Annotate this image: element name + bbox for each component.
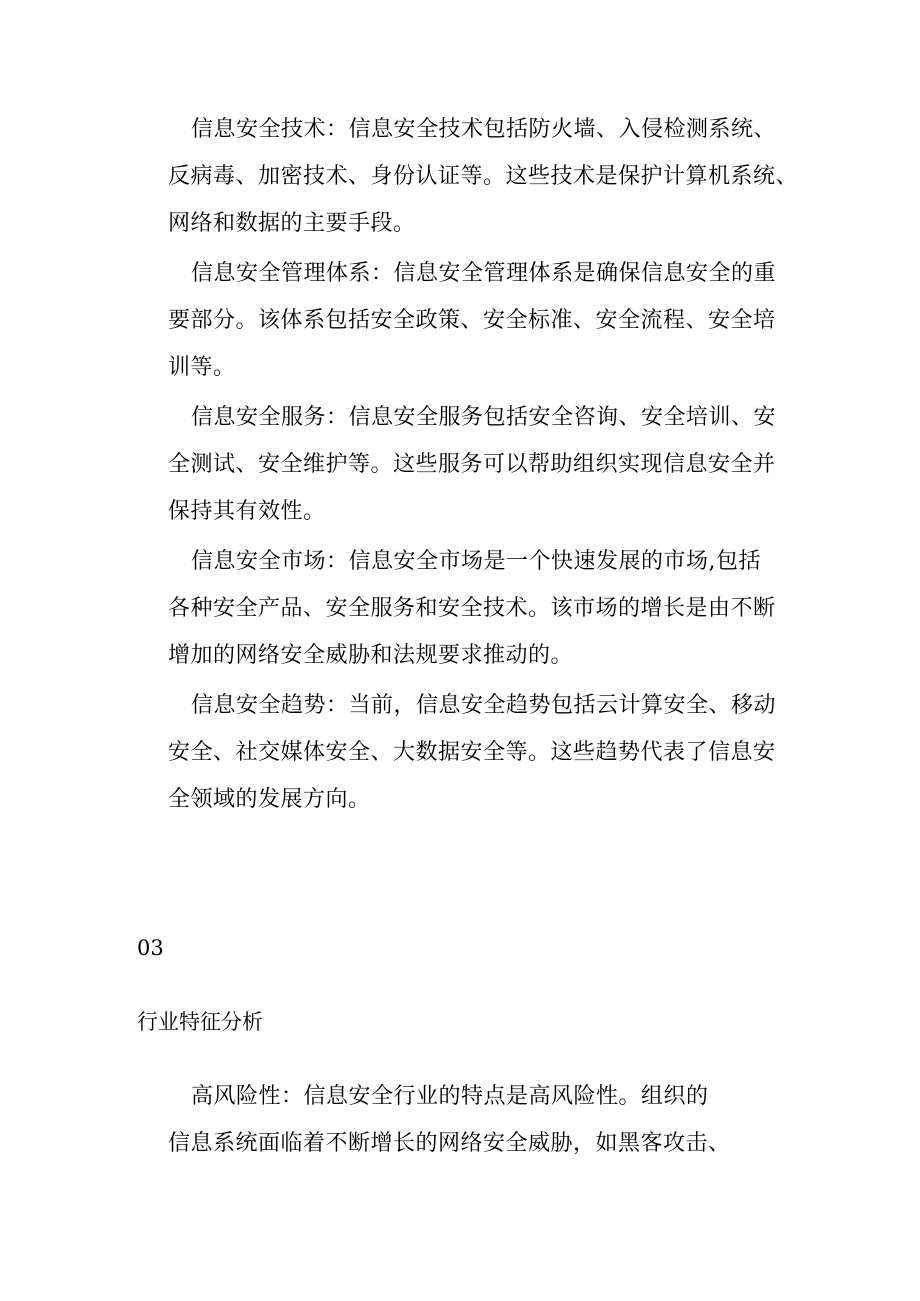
paragraph-line: 信息安全趋势：当前，信息安全趋势包括云计算安全、移动 — [191, 693, 777, 718]
paragraph-line: 信息安全市场：信息安全市场是一个快速发展的市场,包括 — [191, 549, 761, 574]
paragraph-security-management-system — [168, 250, 804, 391]
paragraph-line: 安全、社交媒体安全、大数据安全等。这些趋势代表了信息安 — [168, 740, 776, 765]
paragraph-line: 反病毒、加密技术、身份认证等。这些技术是保护计算机系统、 — [168, 164, 799, 189]
paragraph-line: 各种安全产品、安全服务和安全技术。该市场的增长是由不断 — [168, 596, 776, 621]
paragraph-high-risk — [168, 1073, 804, 1167]
section-number: 03 — [137, 936, 164, 960]
paragraph-line: 要部分。该体系包括安全政策、安全标准、安全流程、安全培 — [168, 308, 776, 333]
paragraph-line: 全领域的发展方向。 — [168, 787, 371, 812]
section-title: 行业特征分析 — [137, 1010, 263, 1034]
paragraph-security-market — [168, 538, 804, 679]
paragraph-line: 信息安全服务：信息安全服务包括安全咨询、安全培训、安 — [191, 405, 777, 430]
paragraph-line: 训等。 — [168, 355, 236, 380]
paragraph-line: 信息系统面临着不断增长的网络安全威胁，如黑客攻击、 — [168, 1131, 731, 1156]
paragraph-line: 网络和数据的主要手段。 — [168, 211, 416, 236]
paragraph-security-technology — [168, 106, 804, 247]
paragraph-line: 增加的网络安全威胁和法规要求推动的。 — [168, 643, 574, 668]
paragraph-security-services — [168, 394, 804, 535]
paragraph-line: 信息安全技术：信息安全技术包括防火墙、入侵检测系统、 — [191, 117, 777, 142]
paragraph-line: 保持其有效性。 — [168, 499, 326, 524]
paragraph-security-trends — [168, 682, 804, 823]
paragraph-line: 高风险性：信息安全行业的特点是高风险性。组织的 — [191, 1084, 709, 1109]
paragraph-line: 信息安全管理体系：信息安全管理体系是确保信息安全的重 — [191, 261, 777, 286]
paragraph-line: 全测试、安全维护等。这些服务可以帮助组织实现信息安全并 — [168, 452, 776, 477]
